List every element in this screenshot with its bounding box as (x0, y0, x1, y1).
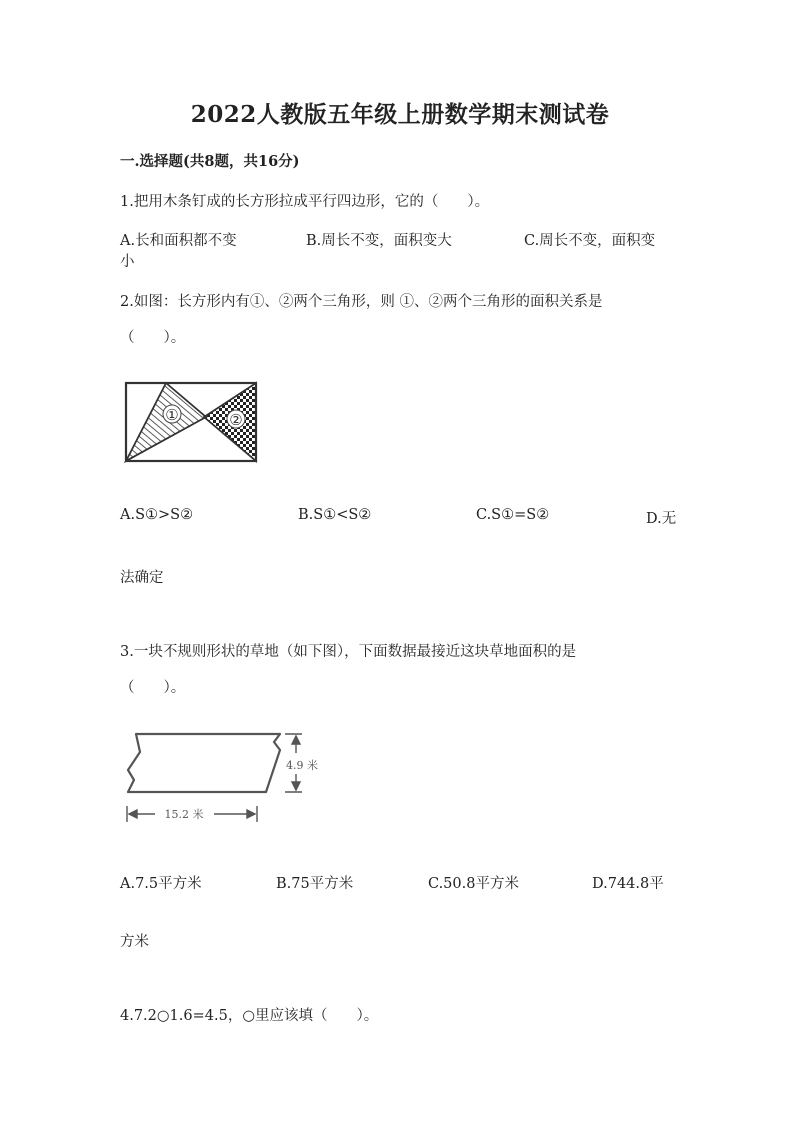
irregular-grass-figure (118, 722, 338, 830)
question-1-option-b[interactable]: B.周长不变，面积变大 (306, 233, 452, 249)
width-label: 15.2 米 (164, 808, 204, 821)
question-3-option-d-wrap: 方米 (120, 934, 149, 950)
triangle-2-label: ② (229, 411, 243, 429)
question-2-stem: 2.如图：长方形内有①、②两个三角形，则 ①、②两个三角形的面积关系是 (120, 294, 603, 310)
question-4-stem: 4.7.2○1.6=4.5，○里应该填（ ）。 (120, 1008, 379, 1024)
rectangle-triangles-figure (120, 375, 265, 470)
question-1-option-c[interactable]: C.周长不变，面积变 (524, 233, 656, 249)
question-3-option-c[interactable]: C.50.8平方米 (428, 876, 519, 892)
question-2-option-b[interactable]: B.S①<S② (298, 507, 372, 523)
question-2-stem-cont: （ ）。 (120, 330, 186, 346)
page-title: 2022人教版五年级上册数学期末测试卷 (190, 101, 610, 128)
question-3-option-d[interactable]: D.744.8平 (592, 876, 664, 892)
question-3-stem: 3.一块不规则形状的草地（如下图），下面数据最接近这块草地面积的是 (120, 644, 577, 660)
question-2-option-d-wrap: 法确定 (120, 570, 164, 586)
question-3-stem-cont: （ ）。 (120, 680, 186, 696)
height-label: 4.9 米 (286, 759, 318, 772)
question-2-option-d[interactable]: D.无 (646, 511, 677, 527)
question-1-option-c-wrap: 小 (120, 254, 135, 270)
triangle-1-label: ① (165, 406, 179, 424)
question-2-option-c[interactable]: C.S①=S② (476, 507, 550, 523)
question-2-option-a[interactable]: A.S①>S② (120, 507, 194, 523)
section-heading: 一.选择题(共8题，共16分) (120, 153, 300, 170)
question-1-option-a[interactable]: A.长和面积都不变 (120, 233, 237, 249)
question-3-option-a[interactable]: A.7.5平方米 (120, 876, 202, 892)
question-1-stem: 1.把用木条钉成的长方形拉成平行四边形，它的（ ）。 (120, 194, 490, 210)
question-3-option-b[interactable]: B.75平方米 (276, 876, 354, 892)
